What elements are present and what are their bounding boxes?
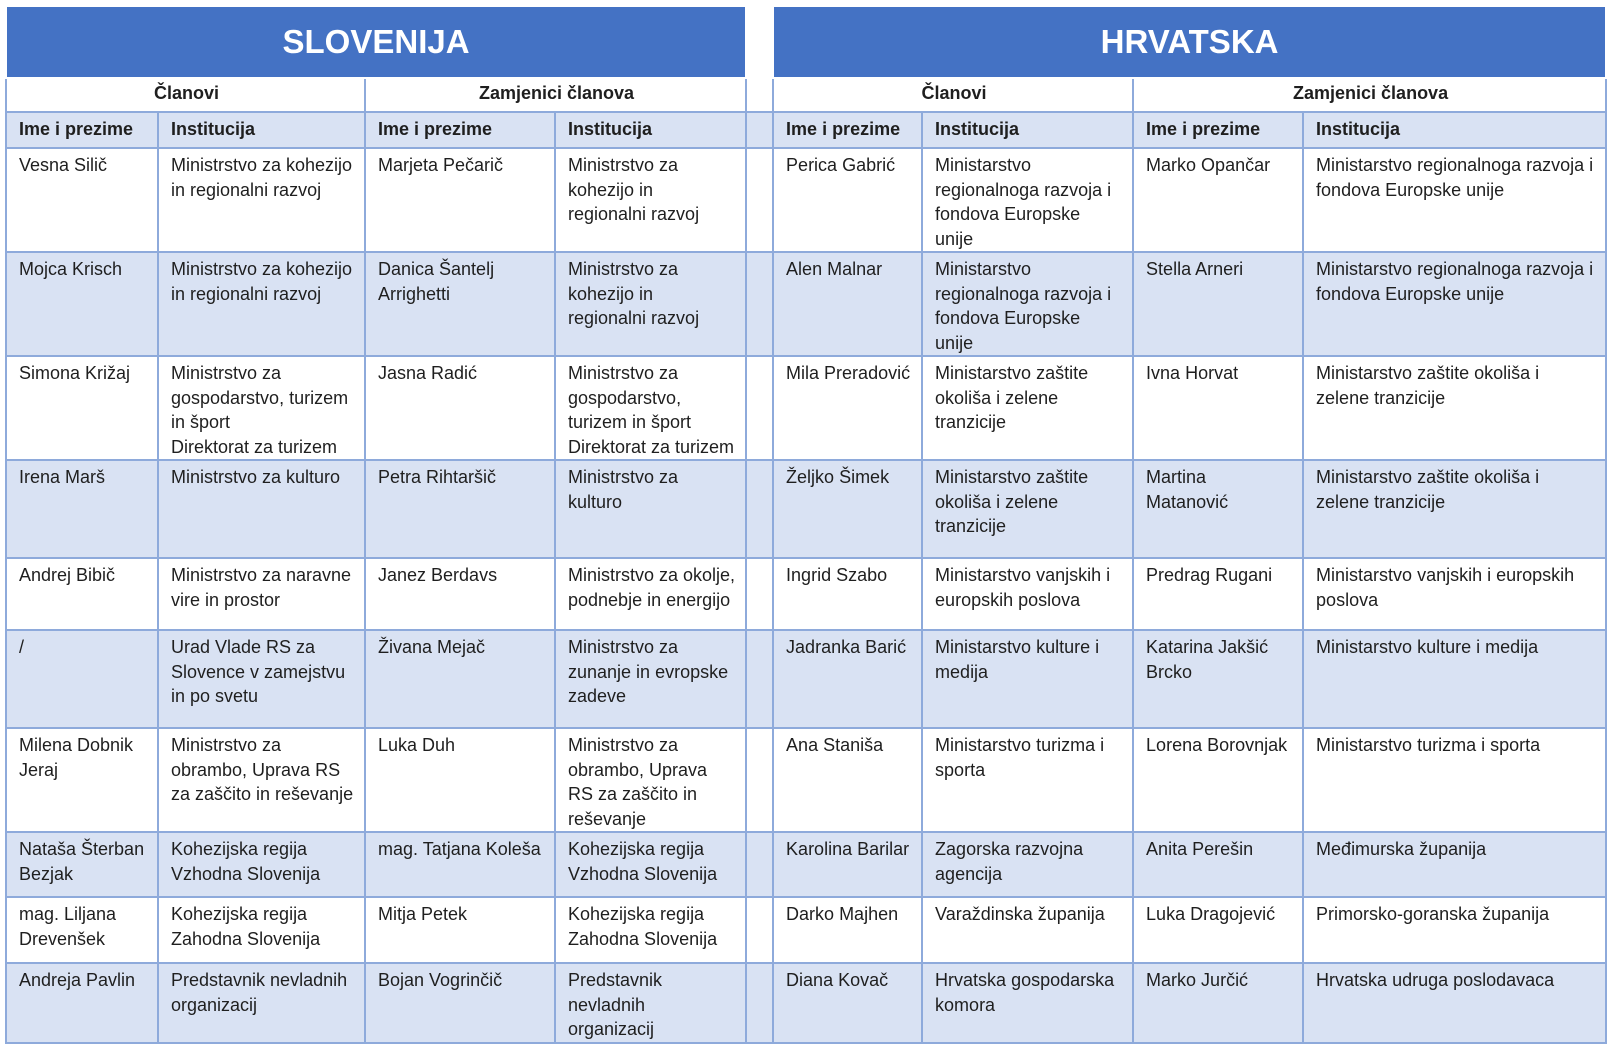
- table-body: [6, 6, 1606, 1043]
- group-header-hr-deputies: Zamjenici članova: [1133, 78, 1606, 112]
- si-member-institution-cell: Kohezijska regija Zahodna Slovenija: [158, 897, 365, 963]
- column-separator: [746, 148, 773, 252]
- si-deputy-name-cell: Jasna Radić: [365, 356, 555, 460]
- column-separator: [746, 6, 773, 78]
- table-row: [6, 558, 1606, 630]
- column-header-institution: Institucija: [158, 112, 365, 148]
- hr-member-institution-cell: Ministarstvo turizma i sporta: [922, 728, 1133, 832]
- hr-deputy-name-cell: Marko Opančar: [1133, 148, 1303, 252]
- si-member-name-cell: Vesna Silič: [6, 148, 158, 252]
- si-member-name-cell: /: [6, 630, 158, 728]
- hr-member-institution-cell: Ministarstvo vanjskih i europskih poslova: [922, 558, 1133, 630]
- hr-member-name-cell: Željko Šimek: [773, 460, 922, 558]
- si-deputy-name-cell: Luka Duh: [365, 728, 555, 832]
- column-header-institution: Institucija: [1303, 112, 1606, 148]
- hr-member-institution-cell: Varaždinska županija: [922, 897, 1133, 963]
- group-header-si-deputies: Zamjenici članova: [365, 78, 746, 112]
- column-header-name: Ime i prezime: [6, 112, 158, 148]
- hr-deputy-institution-cell: Ministarstvo regionalnoga razvoja i fondova Europske unije: [1303, 252, 1606, 356]
- group-header-hr-members: Članovi: [773, 78, 1133, 112]
- hr-deputy-institution-cell: Ministarstvo regionalnoga razvoja i fondova Europske unije: [1303, 148, 1606, 252]
- hr-deputy-institution-cell: Ministarstvo zaštite okoliša i zelene tranzicije: [1303, 356, 1606, 460]
- table-row: [6, 356, 1606, 460]
- country-header-croatia: HRVATSKA: [773, 6, 1606, 78]
- group-header-row: [6, 78, 1606, 112]
- si-deputy-name-cell: Petra Rihtaršič: [365, 460, 555, 558]
- hr-deputy-name-cell: Ivna Horvat: [1133, 356, 1303, 460]
- si-deputy-name-cell: Mitja Petek: [365, 897, 555, 963]
- si-deputy-institution-cell: Ministrstvo za okolje, podnebje in energijo: [555, 558, 746, 630]
- hr-member-name-cell: Ingrid Szabo: [773, 558, 922, 630]
- hr-member-name-cell: Ana Staniša: [773, 728, 922, 832]
- table-row: [6, 252, 1606, 356]
- column-header-name: Ime i prezime: [365, 112, 555, 148]
- hr-deputy-name-cell: Marko Jurčić: [1133, 963, 1303, 1043]
- hr-member-name-cell: Mila Preradović: [773, 356, 922, 460]
- hr-member-name-cell: Diana Kovač: [773, 963, 922, 1043]
- table-row: [6, 630, 1606, 728]
- column-separator: [746, 460, 773, 558]
- si-member-institution-cell: Ministrstvo za naravne vire in prostor: [158, 558, 365, 630]
- si-member-institution-cell: Predstavnik nevladnih organizacij: [158, 963, 365, 1043]
- si-deputy-institution-cell: Ministrstvo za kohezijo in regionalni razvoj: [555, 252, 746, 356]
- hr-member-name-cell: Karolina Barilar: [773, 832, 922, 897]
- si-deputy-institution-cell: Ministrstvo za kulturo: [555, 460, 746, 558]
- si-member-name-cell: Mojca Krisch: [6, 252, 158, 356]
- column-separator: [746, 252, 773, 356]
- si-deputy-institution-cell: Predstavnik nevladnih organizacij: [555, 963, 746, 1043]
- si-member-institution-cell: Ministrstvo za kohezijo in regionalni razvoj: [158, 148, 365, 252]
- si-member-name-cell: Nataša Šterban Bezjak: [6, 832, 158, 897]
- si-member-institution-cell: Ministrstvo za kohezijo in regionalni razvoj: [158, 252, 365, 356]
- si-deputy-name-cell: Janez Berdavs: [365, 558, 555, 630]
- hr-deputy-institution-cell: Hrvatska udruga poslodavaca: [1303, 963, 1606, 1043]
- hr-member-name-cell: Perica Gabrić: [773, 148, 922, 252]
- hr-member-institution-cell: Ministarstvo regionalnoga razvoja i fondova Europske unije: [922, 148, 1133, 252]
- column-separator: [746, 356, 773, 460]
- si-deputy-institution-cell: Kohezijska regija Zahodna Slovenija: [555, 897, 746, 963]
- hr-deputy-name-cell: Katarina Jakšić Brcko: [1133, 630, 1303, 728]
- hr-member-institution-cell: Hrvatska gospodarska komora: [922, 963, 1133, 1043]
- group-header-si-members: Članovi: [6, 78, 365, 112]
- hr-deputy-institution-cell: Primorsko-goranska županija: [1303, 897, 1606, 963]
- si-member-institution-cell: Urad Vlade RS za Slovence v zamejstvu in po svetu: [158, 630, 365, 728]
- column-separator: [746, 963, 773, 1043]
- column-header-institution: Institucija: [922, 112, 1133, 148]
- column-separator: [746, 728, 773, 832]
- si-deputy-institution-cell: Kohezijska regija Vzhodna Slovenija: [555, 832, 746, 897]
- si-deputy-name-cell: Danica Šantelj Arrighetti: [365, 252, 555, 356]
- si-deputy-institution-cell: Ministrstvo za kohezijo in regionalni razvoj: [555, 148, 746, 252]
- hr-member-name-cell: Jadranka Barić: [773, 630, 922, 728]
- table-row: [6, 148, 1606, 252]
- si-deputy-institution-cell: Ministrstvo za gospodarstvo, turizem in šport Direktorat za turizem: [555, 356, 746, 460]
- si-member-name-cell: Andreja Pavlin: [6, 963, 158, 1043]
- column-separator: [746, 78, 773, 112]
- hr-member-institution-cell: Ministarstvo regionalnoga razvoja i fondova Europske unije: [922, 252, 1133, 356]
- si-member-name-cell: Simona Križaj: [6, 356, 158, 460]
- column-separator: [746, 832, 773, 897]
- hr-deputy-institution-cell: Ministarstvo zaštite okoliša i zelene tranzicije: [1303, 460, 1606, 558]
- si-member-institution-cell: Ministrstvo za kulturo: [158, 460, 365, 558]
- column-header-name: Ime i prezime: [773, 112, 922, 148]
- column-separator: [746, 112, 773, 148]
- hr-member-institution-cell: Ministarstvo kulture i medija: [922, 630, 1133, 728]
- si-member-name-cell: Irena Marš: [6, 460, 158, 558]
- hr-deputy-institution-cell: Ministarstvo vanjskih i europskih poslova: [1303, 558, 1606, 630]
- si-deputy-name-cell: Bojan Vogrinčič: [365, 963, 555, 1043]
- table-row: [6, 460, 1606, 558]
- hr-member-name-cell: Alen Malnar: [773, 252, 922, 356]
- hr-deputy-name-cell: Stella Arneri: [1133, 252, 1303, 356]
- si-member-name-cell: Milena Dobnik Jeraj: [6, 728, 158, 832]
- column-separator: [746, 558, 773, 630]
- hr-deputy-name-cell: Luka Dragojević: [1133, 897, 1303, 963]
- hr-deputy-name-cell: Predrag Rugani: [1133, 558, 1303, 630]
- si-deputy-name-cell: Živana Mejač: [365, 630, 555, 728]
- hr-member-name-cell: Darko Majhen: [773, 897, 922, 963]
- si-member-name-cell: mag. Liljana Drevenšek: [6, 897, 158, 963]
- si-deputy-institution-cell: Ministrstvo za obrambo, Uprava RS za zaščito in reševanje: [555, 728, 746, 832]
- country-header-slovenia: SLOVENIJA: [6, 6, 746, 78]
- table-row: [6, 897, 1606, 963]
- hr-member-institution-cell: Ministarstvo zaštite okoliša i zelene tranzicije: [922, 356, 1133, 460]
- hr-deputy-institution-cell: Ministarstvo turizma i sporta: [1303, 728, 1606, 832]
- table-row: [6, 963, 1606, 1043]
- si-member-institution-cell: Kohezijska regija Vzhodna Slovenija: [158, 832, 365, 897]
- hr-deputy-name-cell: Anita Perešin: [1133, 832, 1303, 897]
- si-member-institution-cell: Ministrstvo za obrambo, Uprava RS za zaščito in reševanje: [158, 728, 365, 832]
- si-member-institution-cell: Ministrstvo za gospodarstvo, turizem in šport Direktorat za turizem: [158, 356, 365, 460]
- si-deputy-name-cell: mag. Tatjana Koleša: [365, 832, 555, 897]
- table-row: [6, 728, 1606, 832]
- column-header-institution: Institucija: [555, 112, 746, 148]
- column-separator: [746, 897, 773, 963]
- column-separator: [746, 630, 773, 728]
- hr-member-institution-cell: Ministarstvo zaštite okoliša i zelene tranzicije: [922, 460, 1133, 558]
- si-member-name-cell: Andrej Bibič: [6, 558, 158, 630]
- hr-deputy-name-cell: Lorena Borovnjak: [1133, 728, 1303, 832]
- hr-member-institution-cell: Zagorska razvojna agencija: [922, 832, 1133, 897]
- si-deputy-institution-cell: Ministrstvo za zunanje in evropske zadeve: [555, 630, 746, 728]
- column-header-name: Ime i prezime: [1133, 112, 1303, 148]
- hr-deputy-name-cell: Martina Matanović: [1133, 460, 1303, 558]
- membership-table: [5, 5, 1607, 1044]
- hr-deputy-institution-cell: Ministarstvo kulture i medija: [1303, 630, 1606, 728]
- hr-deputy-institution-cell: Međimurska županija: [1303, 832, 1606, 897]
- si-deputy-name-cell: Marjeta Pečarič: [365, 148, 555, 252]
- country-header-row: [6, 6, 1606, 78]
- column-header-row: [6, 112, 1606, 148]
- table-row: [6, 832, 1606, 897]
